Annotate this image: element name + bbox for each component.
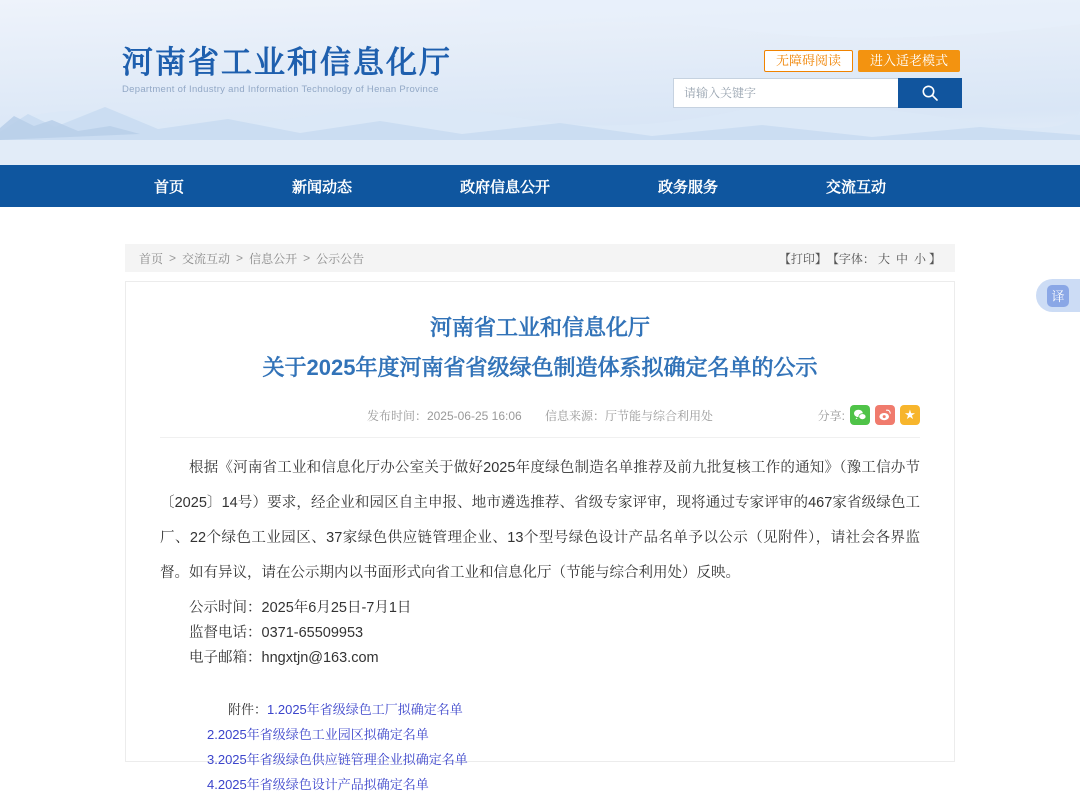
top-action-buttons: [764, 50, 960, 72]
meta-divider: [160, 437, 920, 438]
breadcrumb-separator: >: [303, 251, 311, 265]
main-nav: [0, 165, 1080, 207]
search-button[interactable]: [898, 78, 962, 108]
attachment-list: [160, 697, 920, 797]
page-tools: [779, 250, 941, 267]
font-size-large[interactable]: 大: [877, 251, 890, 266]
attachment-label: 附件：: [228, 702, 268, 717]
nav-item-services[interactable]: 政务服务: [657, 178, 718, 196]
info-source: 信息来源：厅节能与综合利用处: [545, 409, 714, 423]
header-banner: [0, 0, 1080, 165]
font-size-label-close: 】: [928, 251, 941, 266]
breadcrumb-item-info-disclosure[interactable]: 信息公开: [249, 251, 298, 266]
search-input[interactable]: [673, 78, 898, 108]
wechat-share-icon[interactable]: [850, 405, 870, 425]
nav-item-interaction[interactable]: 交流互动: [825, 178, 886, 196]
share-label: 分享:: [817, 408, 845, 423]
page-title: [160, 308, 920, 388]
publish-time: 发布时间：2025-06-25 16:06: [366, 409, 522, 423]
font-size-medium[interactable]: 中: [895, 251, 908, 266]
translate-button[interactable]: [1036, 279, 1080, 312]
contact-email: 电子邮箱：hngxtjn@163.com: [189, 650, 379, 666]
article-title-line1: 河南省工业和信息化厅: [429, 315, 650, 340]
font-size-label: 【字体：: [826, 251, 875, 266]
breadcrumb-item-home[interactable]: 首页: [139, 251, 164, 266]
attachment-link-1[interactable]: 1.2025年省级绿色工厂拟确定名单: [267, 702, 463, 717]
breadcrumb-separator: >: [236, 251, 244, 265]
print-button[interactable]: 【打印】: [778, 251, 827, 266]
breadcrumb: [125, 244, 955, 272]
favorite-share-icon[interactable]: ★: [900, 405, 920, 425]
article-title-line2: 关于2025年度河南省省级绿色制造体系拟确定名单的公示: [262, 355, 818, 380]
site-title: 河南省工业和信息化厅: [122, 45, 452, 80]
font-size-small[interactable]: 小: [913, 251, 926, 266]
site-logo: [122, 46, 452, 95]
translate-icon: 译: [1047, 285, 1069, 307]
nav-item-news[interactable]: 新闻动态: [291, 178, 352, 196]
notice-period: 公示时间：2025年6月25日-7月1日: [189, 600, 412, 616]
breadcrumb-item-interaction[interactable]: 交流互动: [182, 251, 231, 266]
nav-item-home[interactable]: 首页: [153, 178, 184, 196]
search-icon: [921, 84, 939, 102]
breadcrumb-separator: >: [169, 251, 177, 265]
breadcrumb-item-public-notice[interactable]: 公示公告: [316, 251, 365, 266]
nav-item-gov-info[interactable]: 政府信息公开: [459, 178, 550, 196]
search-bar: [673, 78, 962, 108]
elder-mode-button[interactable]: 进入适老模式: [858, 50, 960, 72]
attachment-link-2[interactable]: 2.2025年省级绿色工业园区拟确定名单: [207, 727, 429, 742]
supervision-phone: 监督电话：0371-65509953: [189, 625, 364, 641]
attachment-link-3[interactable]: 3.2025年省级绿色供应链管理企业拟确定名单: [207, 752, 468, 767]
article-paragraph: 根据《河南省工业和信息化厅办公室关于做好2025年度绿色制造名单推荐及前九批复核工作的通知》（豫工信办节〔2025〕14号）要求，经企业和园区自主申报、地市遴选推荐、省级专家评审，现将通过专家评审的467家省级绿色工厂、22个绿色工业园区、37家绿色供应链管理企业、13个型号绿色设计产品名单予以公示（见附件），请社会各界监督。如有异议，请在公示期内以书面形式向省工业和信息化厅（节能与综合利用处）反映。: [160, 460, 920, 581]
article-card: [125, 281, 955, 792]
share-toolbar: [818, 405, 920, 425]
article-meta: [160, 404, 920, 428]
attachment-link-4[interactable]: 4.2025年省级绿色设计产品拟确定名单: [207, 777, 429, 792]
article-body: [160, 451, 920, 671]
accessibility-reading-button[interactable]: 无障碍阅读: [764, 50, 853, 72]
weibo-share-icon[interactable]: [875, 405, 895, 425]
site-subtitle: Department of Industry and Information Technology of Henan Province: [122, 84, 439, 95]
